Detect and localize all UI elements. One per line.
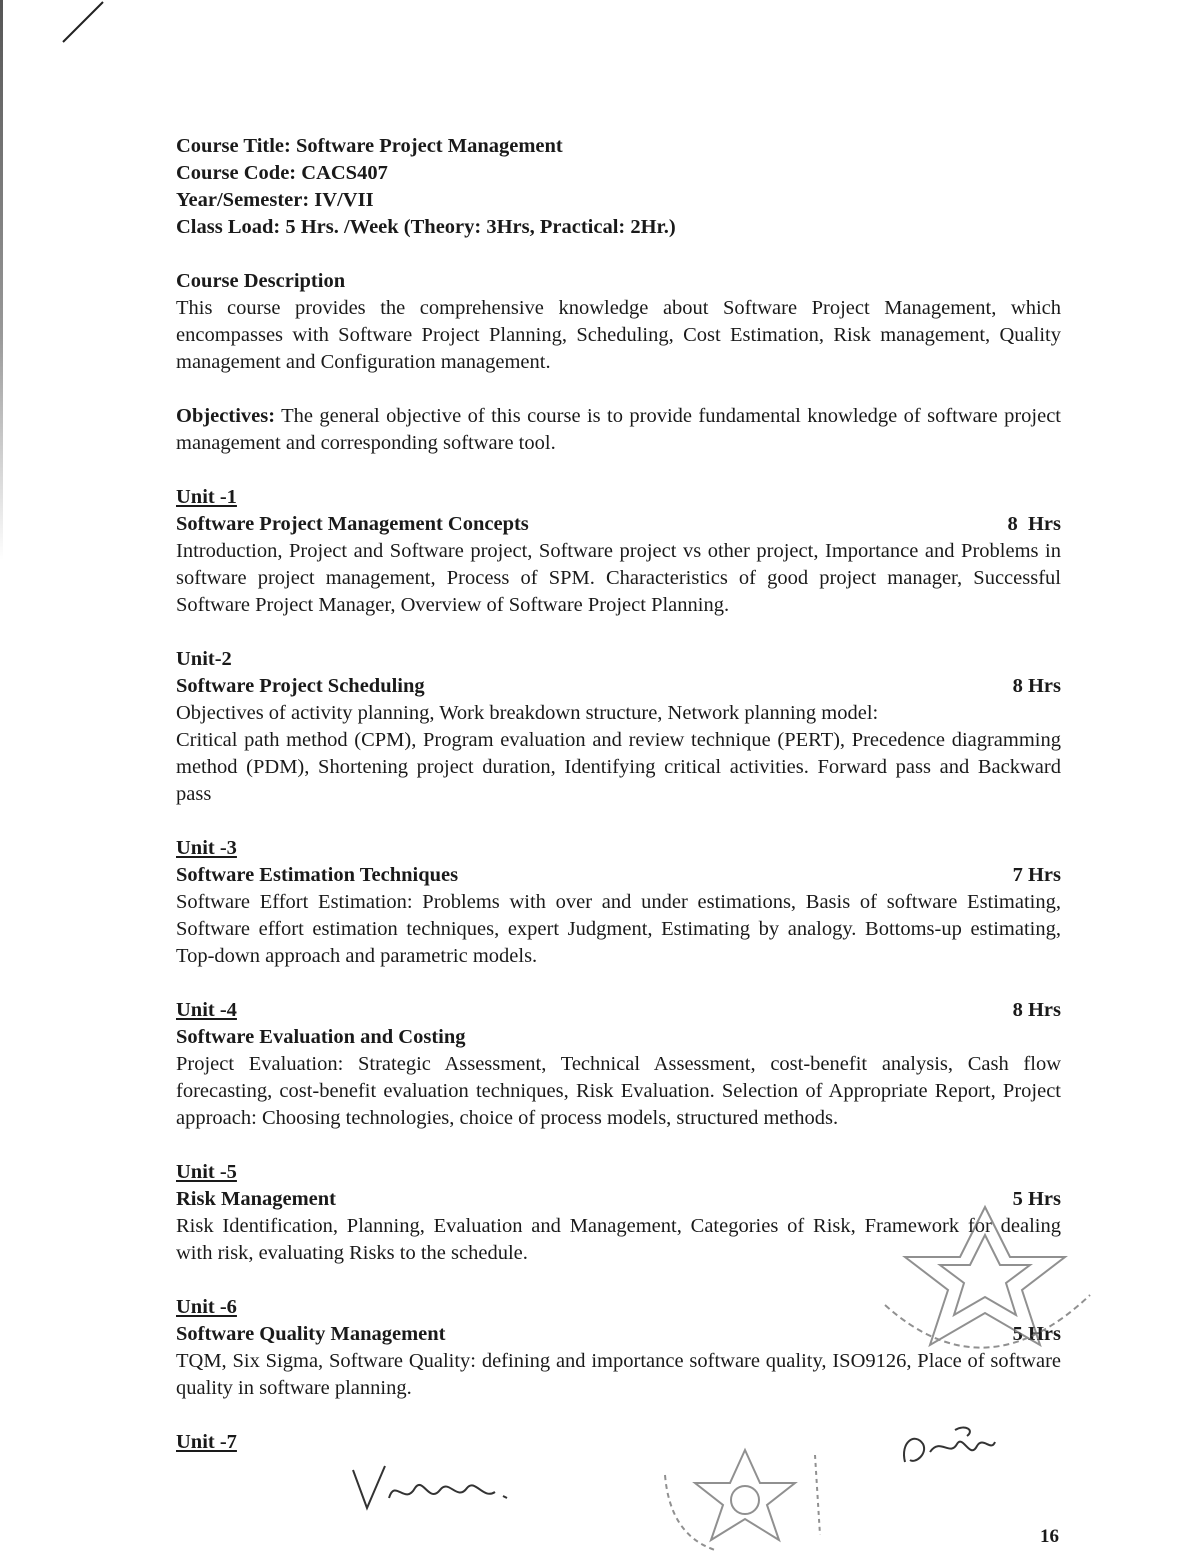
unit-content: TQM, Six Sigma, Software Quality: defining and importance software quality, ISO9126, Place of software quality in software planning. [176,1350,1061,1399]
course-code: Course Code: CACS407 [176,162,388,184]
unit-hours: 7 Hrs [1012,864,1061,886]
unit-title-row [176,673,1061,700]
unit-content-line: Objectives of activity planning, Work breakdown structure, Network planning model: [176,702,879,724]
unit-title: Software Quality Management [176,1323,446,1345]
unit-label-row [176,997,1061,1024]
unit-label: Unit -5 [176,1161,237,1183]
unit-title-row [176,511,1061,538]
objectives-paragraph [176,403,1061,457]
unit-2 [176,646,1061,808]
unit-title: Software Evaluation and Costing [176,1026,466,1048]
unit-title: Software Project Scheduling [176,675,425,697]
unit-label: Unit-2 [176,648,232,670]
course-title: Course Title: Software Project Management [176,135,563,157]
official-seal-stamp [860,1195,1110,1385]
unit-label: Unit -4 [176,999,237,1021]
unit-1 [176,484,1061,619]
unit-title: Risk Management [176,1188,337,1210]
year-semester: Year/Semester: IV/VII [176,189,374,211]
unit-content: Software Effort Estimation: Problems with over and under estimations, Basis of software Estimating, Software effort estimation techniques, expert Judgment, Estimating by analogy. Bottoms-up estimating, Top-down approach and parametric models. [176,891,1061,967]
unit-label: Unit -7 [176,1431,237,1453]
unit-title: Software Estimation Techniques [176,864,459,886]
unit-3 [176,835,1061,970]
objectives-text: The general objective of this course is to provide fundamental knowledge of software project management and corresponding software tool. [176,405,1061,454]
pen-stroke-mark [55,0,115,50]
unit-hours: 8 Hrs [1012,999,1061,1021]
unit-hours: 8 Hrs [1007,513,1061,535]
page-number: 16 [1040,1526,1059,1547]
unit-title: Software Project Management Concepts [176,513,529,535]
unit-hours: 8 Hrs [1012,675,1061,697]
unit-label: Unit -6 [176,1296,237,1318]
unit-4 [176,997,1061,1132]
unit-label: Unit -3 [176,837,237,859]
unit-content: Risk Identification, Planning, Evaluation and Management, Categories of Risk, Framework for dealing with risk, evaluating Risks to the schedule. [176,1215,1061,1264]
unit-title-row [176,862,1061,889]
handwritten-signature [345,1458,525,1516]
unit-hours: 5 Hrs [1012,1323,1061,1345]
unit-label: Unit -1 [176,486,237,508]
class-load: Class Load: 5 Hrs. /Week (Theory: 3Hrs, Practical: 2Hr.) [176,216,676,238]
objectives-label: Objectives: [176,405,276,427]
course-description [176,268,1061,376]
course-description-text: This course provides the comprehensive knowledge about Software Project Management, which encompasses with Software Project Planning, Scheduling, Cost Estimation, Risk management, Quality management and Configuration management. [176,297,1061,373]
official-seal-stamp [655,1445,835,1553]
objectives [176,403,1061,457]
unit-content: Project Evaluation: Strategic Assessment, Technical Assessment, cost-benefit analysis, Cash flow forecasting, cost-benefit evaluation techniques, Risk Evaluation. Selection of Appropriate Report, Project approach: Choosing technologies, choice of process models, structured methods. [176,1053,1061,1129]
course-description-heading: Course Description [176,270,346,292]
handwritten-signature [895,1422,1005,1472]
unit-hours: 5 Hrs [1012,1188,1061,1210]
unit-content: Critical path method (CPM), Program evaluation and review technique (PERT), Precedence diagramming method (PDM), Shortening project duration, Identifying critical activities. Forward pass and Backward pass [176,729,1061,805]
unit-content: Introduction, Project and Software project, Software project vs other project, Importance and Problems in software project management, Process of SPM. Characteristics of good project manager, Successful Software Project Manager, Overview of Software Project Planning. [176,540,1061,616]
scan-edge [0,0,3,560]
